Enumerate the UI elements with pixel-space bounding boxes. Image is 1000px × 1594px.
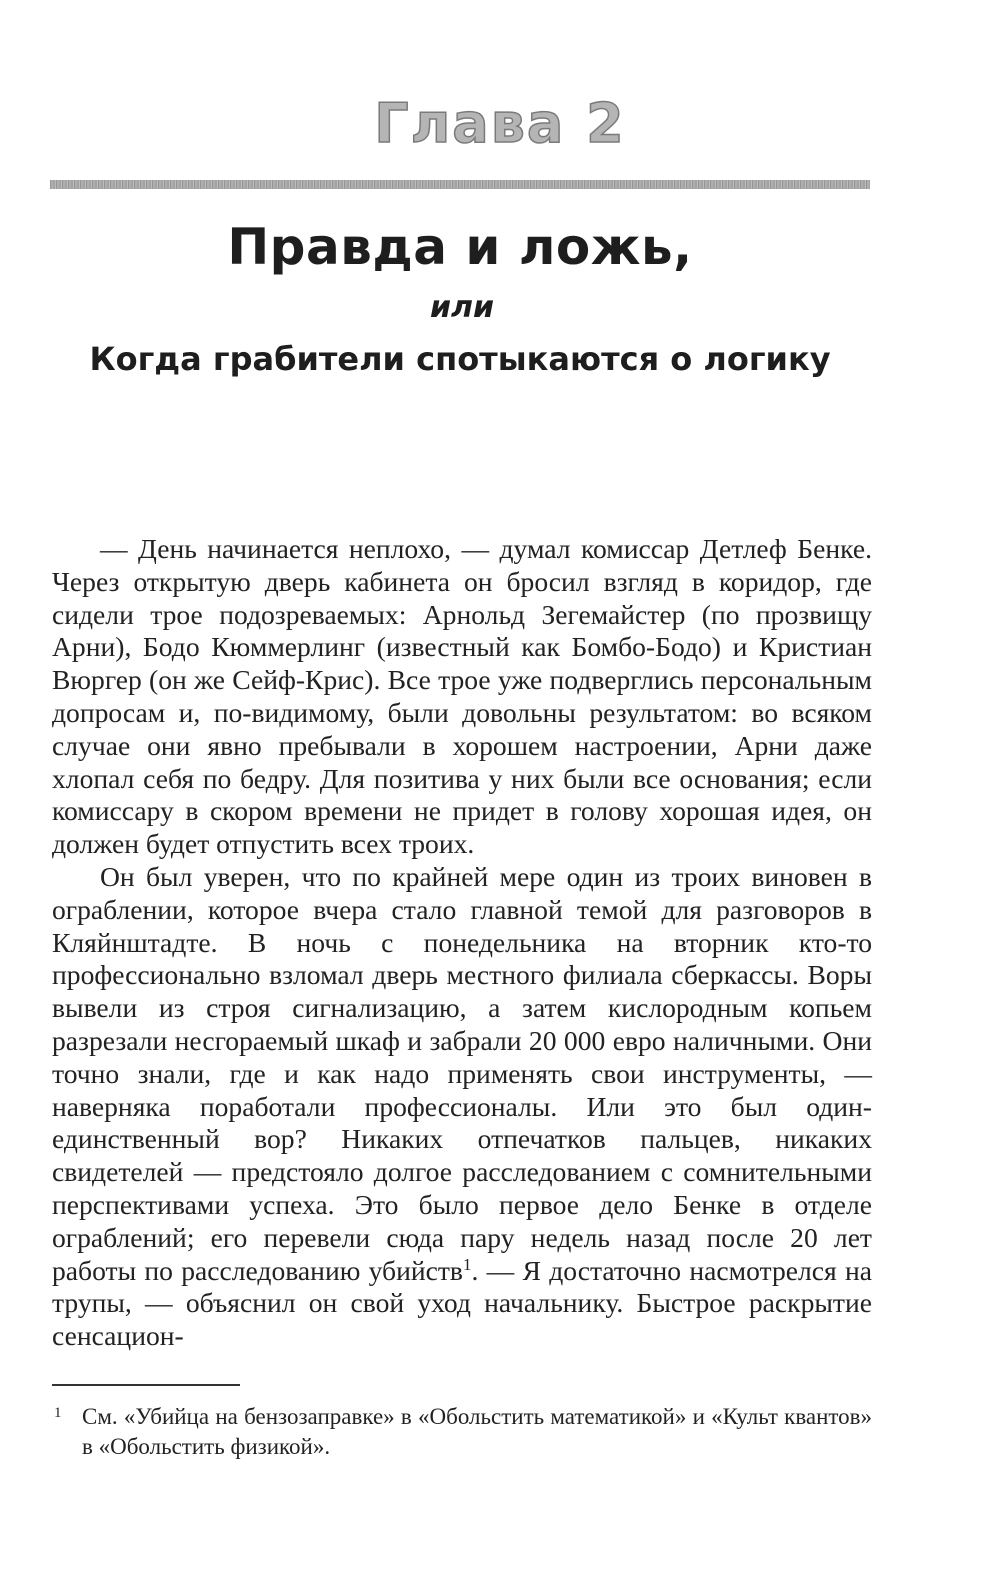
paragraph-2	[52, 861, 872, 1353]
paragraph-2-text-a: Он был уверен, что по крайней мере один из троих виновен в ограблении, которое вчера стало главной темой для разговоров в Кляйнштадте. В ночь с понедельника на вторник кто-то профессионально взломал дверь местного филиала сберкассы. Воры вывели из строя сигнализацию, а затем кислородным копьем разрезали несгораемый шкаф и забрали 20 000 евро наличными. Они точно знали, где и как надо применять свои инструменты, — наверняка поработали профессионалы. Или это был один-единственный вор? Никаких отпечатков пальцев, никаких свидетелей — предстояло долгое расследованием с сомнительными перспективами успеха. Это было первое дело Бенке в отделе ограблений; его перевели сюда пару недель назад после 20 лет работы по расследованию убийств	[52, 860, 872, 1286]
footnote-reference: 1	[462, 1254, 472, 1274]
footnote	[52, 1402, 872, 1462]
chapter-subtitle: Когда грабители спотыкаются о логику	[89, 340, 831, 378]
chapter-label: Глава 2	[374, 92, 626, 155]
chapter-title-or-text: или	[429, 290, 494, 325]
chapter-title-or	[0, 290, 920, 325]
body-text	[52, 533, 872, 1353]
footnote-number: 1	[54, 1405, 62, 1421]
chapter-title: Правда и ложь,	[227, 218, 693, 276]
chapter-divider	[50, 180, 870, 189]
footnote-divider	[52, 1384, 240, 1386]
footnote-text: См. «Убийца на бензозаправке» в «Обольстить математикой» и «Культ квантов» в «Обольстить физикой».	[82, 1404, 872, 1459]
paragraph-2-text-b: . — Я достаточно насмотрелся на трупы, — объяснил он свой уход начальнику. Быстрое раскрытие сенсацион-	[52, 1254, 872, 1352]
paragraph-1: — День начинается неплохо, — думал комиссар Детлеф Бенке. Через открытую дверь кабинета он бросил взгляд в коридор, где сидели трое подозреваемых: Арнольд Зегемайстер (по прозвищу Арни), Бодо Кюммерлинг (известный как Бомбо-Бодо) и Кристиан Вюргер (он же Сейф-Крис). Все трое уже подверглись персональным допросам и, по-видимому, были довольны результатом: во всяком случае они явно пребывали в хорошем настроении, Арни даже хлопал себя по бедру. Для позитива у них были все основания; если комиссару в скором времени не придет в голову хорошая идея, он должен будет отпустить всех троих.	[52, 533, 872, 860]
